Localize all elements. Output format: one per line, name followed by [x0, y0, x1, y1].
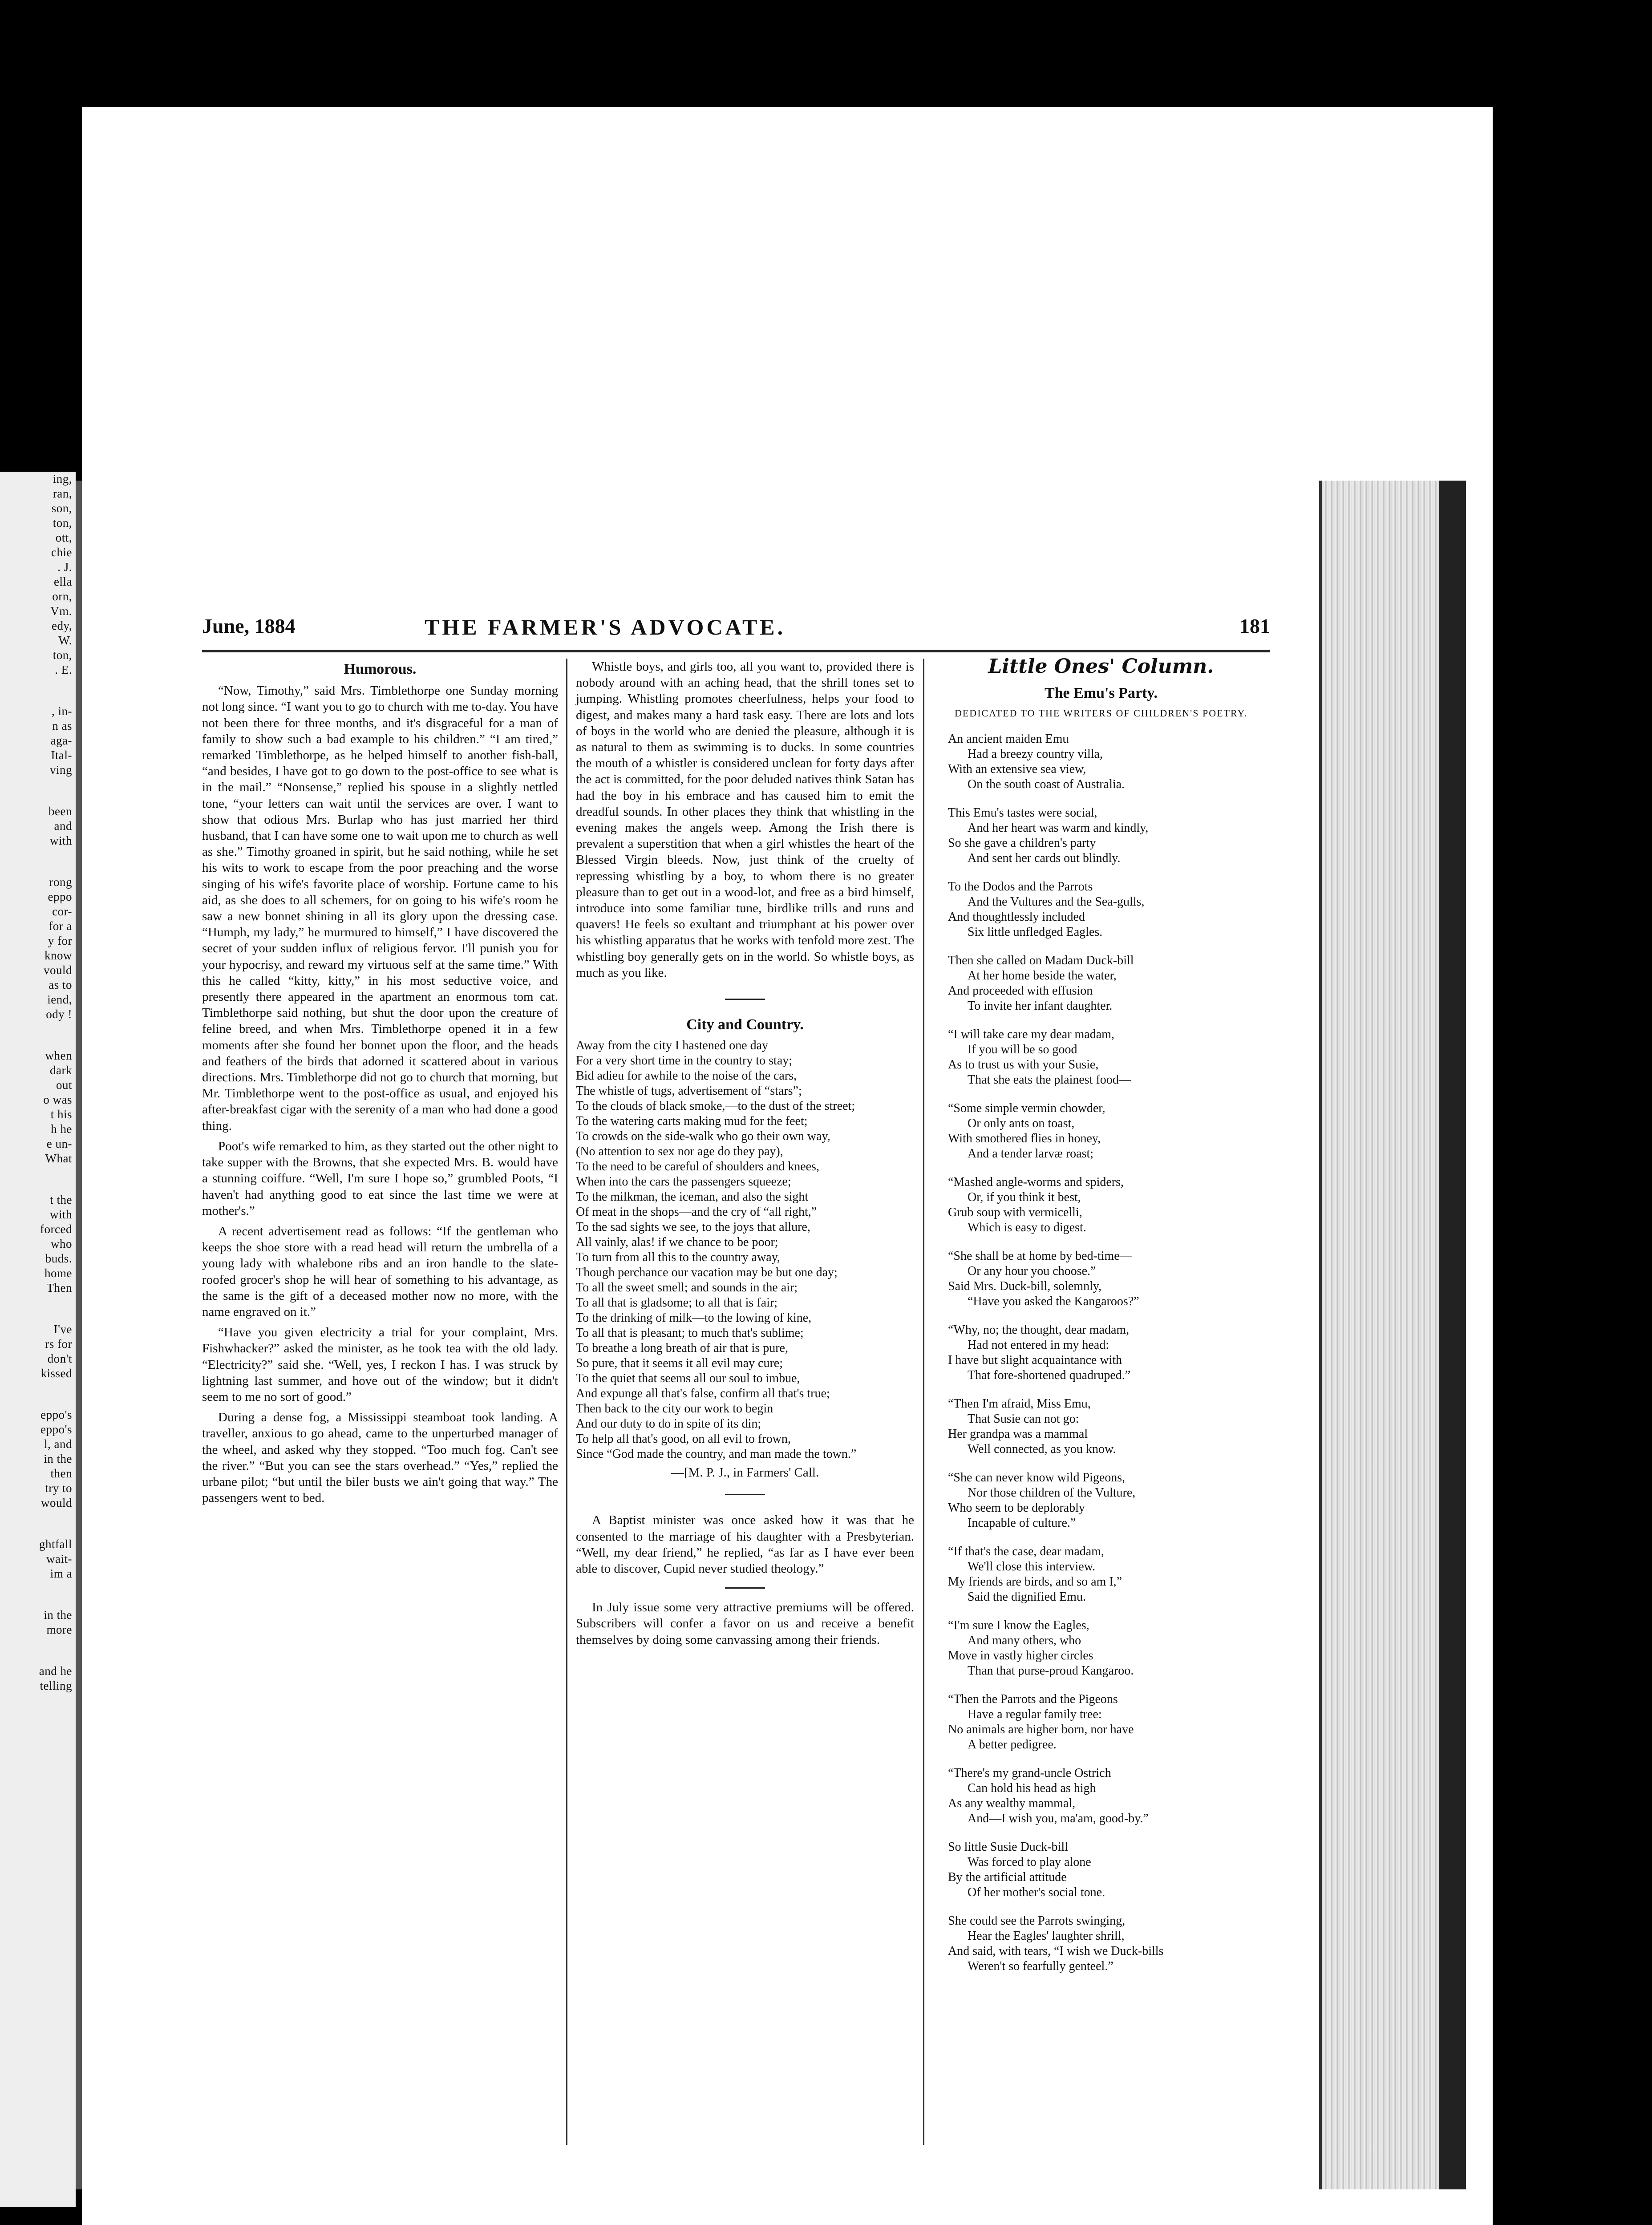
left-page-text-fragment: Vm. — [50, 604, 72, 618]
fragment-gap — [0, 1510, 76, 1537]
left-page-text-fragment: ing, — [53, 472, 72, 485]
poem-city-and-country — [576, 1038, 914, 1462]
poem-line: To all that is pleasant; to much that's sublime; — [576, 1326, 804, 1340]
poem-line: To the milkman, the iceman, and also the sight — [576, 1190, 809, 1204]
poem-stanza — [948, 1914, 1270, 1974]
poem-line: Move in vastly higher circles — [948, 1649, 1093, 1663]
left-page-text-fragment: more — [46, 1623, 72, 1636]
book-binding — [1439, 481, 1466, 2189]
left-page-text-fragment: son, — [51, 502, 72, 515]
poem-line: To crowds on the side-walk who go their own way, — [576, 1129, 830, 1144]
left-page-text-fragment: o was — [43, 1093, 72, 1106]
poem-line: And—I wish you, ma'am, good-by.” — [968, 1812, 1149, 1826]
left-page-text-fragment: orn, — [52, 590, 72, 603]
book-gutter — [76, 481, 82, 2189]
poem-line: To help all that's good, on all evil to frown, — [576, 1432, 791, 1446]
poem-line: Bid adieu for awhile to the noise of the cars, — [576, 1069, 797, 1083]
poem-stanza — [948, 1027, 1270, 1088]
fragment-gap — [0, 848, 76, 875]
poem-line: And thoughtlessly included — [948, 910, 1085, 924]
column-divider — [923, 659, 924, 2145]
column-title: Little Ones' Column. — [988, 655, 1214, 678]
column-humorous — [202, 659, 558, 1506]
left-page-text-fragment: out — [56, 1078, 72, 1092]
issue-date: June, 1884 — [202, 615, 296, 637]
article-paragraph: “Now, Timothy,” said Mrs. Timblethorpe one Sunday morning not long since. “I want you to go to church with me to-day. You have not been there for three months, and it's disgraceful for a man of family to show such a bad example to his children.” “I am tired,” remarked Timblethorpe, as he helped himself to another fish-ball, “and besides, I have got to go down to the post-office to see what is in the mail.” “Nonsense,” replied his spouse in a slightly nettled tone, “your letters can wait until the services are over. I want to show that odious Mrs. Burlap who has just married her third husband, that I can have some one to wait upon me to church as well as she.” Timothy groaned in spirit, but he said nothing, while he set his wits to work to escape from the poor preaching and the worse singing of his wife's favorite place of worship. Fortune came to his aid, as she does to all schemers, for on going to his wife's room he saw a new bonnet shining in all its glory upon the dressing case. “Humph, my lady,” he murmured to himself,” I have discovered the secret of your sudden influx of religious fervor. I'll punish you for your hypocrisy, and reward my virtuous self at the same time.” With this he called “kitty, kitty,” in his most seductive voice, and presently there appeared in the apartment an enormous tom cat. Timblethorpe said nothing, but shut the door upon the creature of feline breed, and when Mrs. Timblethorpe opened it in a few moments after she found her bonnet upon the floor, and the heads and feathers of the birds that adorned it scattered about in various directions. Mrs. Timblethorpe did not go to church that morning, but Mr. Timblethorpe went to the post-office as usual, and enjoyed his after-breakfast cigar with the serenity of a man who had done a good thing. — [202, 684, 558, 1133]
poem-stanza — [948, 1396, 1270, 1457]
left-page-text-fragment: who — [51, 1237, 72, 1250]
poem-line: Nor those children of the Vulture, — [968, 1486, 1136, 1500]
left-page-text-fragment: iend, — [47, 993, 72, 1006]
section-rule — [725, 1587, 765, 1589]
left-page-text-fragment: for a — [49, 919, 72, 933]
left-page-text-fragment: vould — [43, 963, 72, 977]
left-page-text-fragment: eppo's — [40, 1408, 72, 1421]
left-page-text-fragment: wait- — [46, 1552, 72, 1566]
page-number: 181 — [1239, 615, 1270, 637]
poem-line: So pure, that it seems it all evil may cure; — [576, 1356, 783, 1371]
left-page-text-fragment: kissed — [40, 1367, 72, 1380]
poem-line: No animals are higher born, nor have — [948, 1723, 1134, 1737]
newspaper-page — [82, 481, 1319, 2189]
poem-line: Can hold his head as high — [968, 1781, 1096, 1796]
article-paragraph: During a dense fog, a Mississippi steamboat took landing. A traveller, anxious to go ahead, came to the unperturbed manager of the wheel, and asked why they stopped. “Too much fog. Can't see the river.” “But you can see the stars overhead.” “Yes,” replied the urbane pilot; “but until the biler busts we ain't going that way.” The passengers went to bed. — [202, 1410, 558, 1505]
column-whistle-city-country — [576, 659, 914, 1648]
left-page-text-fragment: ton, — [53, 648, 72, 662]
poem-stanza — [948, 1618, 1270, 1679]
poem-line: “I'm sure I know the Eagles, — [948, 1618, 1089, 1633]
left-page-text-fragment: Then — [46, 1281, 72, 1295]
poem-stanza — [948, 953, 1270, 1014]
article-paragraph: In July issue some very attractive premiums will be offered. Subscribers will confer a favor on us and receive a benefit themselves by doing some canvassing among their friends. — [576, 1600, 914, 1647]
left-page-text-fragment: im a — [50, 1567, 72, 1580]
left-page-text-fragment: h he — [51, 1122, 72, 1136]
left-page-text-fragment: telling — [40, 1679, 72, 1692]
poem-line: The whistle of tugs, advertisement of “stars”; — [576, 1084, 802, 1098]
poem-title: The Emu's Party. — [1044, 685, 1158, 702]
left-page-text-fragment: rs for — [45, 1337, 72, 1351]
left-page-text-fragment: ton, — [53, 516, 72, 530]
left-page-text-fragment: t the — [50, 1193, 72, 1206]
poem-line: Six little unfledged Eagles. — [968, 925, 1103, 939]
left-page-text-fragment: home — [45, 1266, 72, 1280]
poem-line: That she eats the plainest food— — [968, 1073, 1131, 1087]
left-page-text-fragment: n as — [52, 719, 72, 732]
poem-line: To the Dodos and the Parrots — [948, 880, 1093, 894]
masthead-title: THE FARMER'S ADVOCATE. — [425, 615, 786, 639]
poem-line: “If that's the case, dear madam, — [948, 1545, 1104, 1559]
poem-line: That fore-shortened quadruped.” — [968, 1368, 1131, 1383]
poem-line: And expunge all that's false, confirm all that's true; — [576, 1387, 830, 1401]
poem-line: With an extensive sea view, — [948, 762, 1086, 777]
poem-line: Then back to the city our work to begin — [576, 1402, 773, 1416]
poem-line: Which is easy to digest. — [968, 1221, 1086, 1235]
left-page-text-fragment: dark — [50, 1064, 72, 1077]
left-page-text-fragment: when — [45, 1049, 72, 1062]
poem-line: Or only ants on toast, — [968, 1117, 1075, 1131]
poem-line: That Susie can not go: — [968, 1412, 1079, 1426]
fragment-gap — [0, 677, 76, 704]
left-page-text-fragment: , in- — [52, 704, 72, 718]
poem-line: Though perchance our vacation may be but one day; — [576, 1266, 838, 1280]
poem-line: To the sad sights we see, to the joys that allure, — [576, 1220, 810, 1234]
poem-line: To invite her infant daughter. — [968, 999, 1113, 1013]
poem-line: And a tender larvæ roast; — [968, 1147, 1094, 1161]
poem-line: Away from the city I hastened one day — [576, 1039, 769, 1053]
poem-line: And proceeded with effusion — [948, 984, 1093, 998]
poem-line: “Then I'm afraid, Miss Emu, — [948, 1397, 1091, 1411]
poem-line: All vainly, alas! if we chance to be poor; — [576, 1235, 778, 1250]
poem-line: Her grandpa was a mammal — [948, 1427, 1088, 1441]
fragment-gap — [0, 1637, 76, 1664]
left-facing-page — [0, 472, 76, 2207]
poem-line: When into the cars the passengers squeeze; — [576, 1175, 791, 1189]
poem-line: Or any hour you choose.” — [968, 1264, 1096, 1278]
page-stack-edge — [1319, 481, 1442, 2189]
left-page-text-fragment: . J. — [57, 560, 72, 574]
left-page-text-fragment: eppo's — [40, 1423, 72, 1436]
left-page-text-fragment: buds. — [45, 1252, 72, 1265]
poem-line: To the watering carts making mud for the feet; — [576, 1114, 808, 1129]
left-page-text-fragment: in the — [44, 1452, 72, 1465]
section-rule — [725, 999, 765, 1000]
poem-line: “Some simple vermin chowder, — [948, 1101, 1105, 1116]
left-page-text-fragment: rong — [49, 875, 72, 889]
poem-line: Had a breezy country villa, — [968, 747, 1103, 761]
article-paragraph: “Have you given electricity a trial for your complaint, Mrs. Fishwhacker?” asked the minister, as he took tea with the old lady. “Electricity?” said she. “Well, yes, I reckon I has. I was struck by lightning last summer, and hove out of the window; but it didn't seem to me no sort of good.” — [202, 1325, 558, 1404]
poem-line: With smothered flies in honey, — [948, 1132, 1101, 1146]
poem-line: Who seem to be deplorably — [948, 1501, 1085, 1515]
left-page-text-fragment: ella — [54, 575, 72, 588]
poem-line: Said Mrs. Duck-bill, solemnly, — [948, 1279, 1102, 1294]
left-page-text-fragment: ghtfall — [39, 1537, 72, 1551]
poem-line: And said, with tears, “I wish we Duck-bills — [948, 1944, 1164, 1958]
poem-line: As to trust us with your Susie, — [948, 1058, 1099, 1072]
left-page-text-fragment: Ital- — [51, 748, 72, 762]
left-page-text-fragment: . E. — [55, 663, 72, 676]
left-page-text-fragment: forced — [40, 1222, 72, 1236]
fragment-gap — [0, 1581, 76, 1608]
poem-line: My friends are birds, and so am I,” — [948, 1575, 1122, 1589]
left-page-text-fragment: edy, — [52, 619, 72, 632]
poem-line: To the need to be careful of shoulders and knees, — [576, 1160, 819, 1174]
left-page-text-fragment: What — [45, 1152, 72, 1165]
poem-line: This Emu's tastes were social, — [948, 806, 1097, 820]
poem-line: Said the dignified Emu. — [968, 1590, 1086, 1604]
poem-stanza — [948, 805, 1270, 866]
fragment-gap — [0, 1166, 76, 1193]
poem-line: To the quiet that seems all our soul to imbue, — [576, 1371, 800, 1386]
poem-line: “She can never know wild Pigeons, — [948, 1471, 1126, 1485]
poem-line: Then she called on Madam Duck-bill — [948, 954, 1134, 968]
left-page-text-fragment: would — [41, 1496, 72, 1509]
poem-line: To all the sweet smell; and sounds in the air; — [576, 1281, 798, 1295]
poem-line: If you will be so good — [968, 1043, 1077, 1057]
poem-line: I have but slight acquaintance with — [948, 1353, 1122, 1367]
fragment-gap — [0, 1295, 76, 1322]
paper-margin-top — [82, 107, 1493, 481]
poem-stanza — [948, 1840, 1270, 1900]
poem-line: “There's my grand-uncle Ostrich — [948, 1766, 1111, 1780]
poem-line: And the Vultures and the Sea-gulls, — [968, 895, 1145, 909]
poem-line: Have a regular family tree: — [968, 1707, 1102, 1722]
section-heading: Humorous. — [344, 661, 417, 677]
poem-line: (No attention to sex nor age do they pay), — [576, 1145, 783, 1159]
left-page-text-fragment: cor- — [52, 905, 72, 918]
left-page-text-fragment: with — [49, 1208, 72, 1221]
left-page-text-fragment: aga- — [50, 734, 72, 747]
left-page-text-fragment: W. — [58, 634, 72, 647]
poem-line: We'll close this interview. — [968, 1560, 1096, 1574]
poem-line: To the drinking of milk—to the lowing of kine, — [576, 1311, 812, 1325]
poem-line: Grub soup with vermicelli, — [948, 1206, 1082, 1220]
poem-stanza — [948, 1175, 1270, 1235]
poem-line: “Have you asked the Kangaroos?” — [968, 1295, 1139, 1309]
column-little-ones — [932, 655, 1270, 1987]
fragment-gap — [0, 1381, 76, 1408]
section-heading: City and Country. — [686, 1016, 804, 1033]
poem-line: So she gave a children's party — [948, 836, 1096, 850]
poem-stanza — [948, 1766, 1270, 1826]
poem-dedication: DEDICATED TO THE WRITERS OF CHILDREN'S POETRY. — [954, 708, 1248, 719]
poem-line: She could see the Parrots swinging, — [948, 1914, 1126, 1928]
poem-stanza — [948, 1101, 1270, 1161]
poem-line: Than that purse-proud Kangaroo. — [968, 1664, 1134, 1678]
poem-line: Since “God made the country, and man made the town.” — [576, 1447, 857, 1461]
poem-line: Of her mother's social tone. — [968, 1885, 1105, 1900]
section-rule — [725, 1494, 765, 1495]
left-page-text-fragment: t his — [50, 1108, 72, 1121]
left-page-text-fragment: then — [50, 1467, 72, 1480]
poem-line: On the south coast of Australia. — [968, 777, 1125, 792]
poem-line: To the clouds of black smoke,—to the dust of the street; — [576, 1099, 855, 1113]
poem-line: Incapable of culture.” — [968, 1516, 1076, 1530]
poem-line: As any wealthy mammal, — [948, 1796, 1076, 1811]
poem-line: “I will take care my dear madam, — [948, 1028, 1114, 1042]
poem-line: And our duty to do in spite of its din; — [576, 1417, 761, 1431]
poem-line: “Then the Parrots and the Pigeons — [948, 1692, 1118, 1707]
poem-stanza — [948, 732, 1270, 792]
poem-emus-party — [932, 732, 1270, 1974]
header-rule — [202, 650, 1270, 652]
left-page-text-fragment: l, and — [44, 1437, 72, 1451]
left-page-text-fragment: ran, — [53, 487, 72, 500]
page-header — [202, 614, 1270, 650]
paper-margin-bottom — [82, 2189, 1493, 2225]
left-page-text-fragment: I've — [53, 1323, 72, 1336]
left-page-text-fragment: chie — [51, 546, 72, 559]
poem-line: To turn from all this to the country away, — [576, 1250, 780, 1265]
left-page-text-fragment: know — [45, 949, 72, 962]
left-page-text-fragment: don't — [47, 1352, 72, 1365]
column-divider — [566, 659, 567, 2145]
left-page-text-fragment: as to — [49, 978, 72, 991]
poem-stanza — [948, 1692, 1270, 1752]
left-page-text-fragment: and he — [39, 1664, 72, 1678]
poem-line: Was forced to play alone — [968, 1855, 1091, 1869]
left-page-text-fragment: been — [49, 805, 72, 818]
poem-line: “She shall be at home by bed-time— — [948, 1249, 1132, 1263]
poem-line: And many others, who — [968, 1634, 1081, 1648]
fragment-gap — [0, 1022, 76, 1048]
poem-line: To all that is gladsome; to all that is fair; — [576, 1296, 777, 1310]
left-page-text-fragment: ott, — [55, 531, 72, 544]
poem-line: For a very short time in the country to stay; — [576, 1054, 793, 1068]
poem-line: Well connected, as you know. — [968, 1442, 1116, 1456]
left-page-text-fragment: in the — [44, 1608, 72, 1622]
poem-line: And her heart was warm and kindly, — [968, 821, 1149, 835]
poem-line: Had not entered in my head: — [968, 1338, 1109, 1352]
left-page-text-fragment: ody ! — [46, 1007, 72, 1021]
article-paragraph: Whistle boys, and girls too, all you want to, provided there is nobody around with an aching head, that the shrill tones set to jumping. Whistling promotes cheerfulness, helps your food to digest, and makes many a hard task easy. There are lots and lots of boys in the world who are denied the pleasure, although it is as natural to them as swimming is to ducks. In some countries the mouth of a whistler is considered unclean for forty days after the act is committed, for the poor deluded natives think Satan has had the boy in his embrace and has caused him to emit the dreadful sounds. In other places they think that whistling in the evening makes the angels weep. Among the Irish there is prevalent a superstition that when a girl whistles the heart of the Blessed Virgin bleeds. Now, just think of the cruelty of repressing whistling by a boy, to whom there is no greater pleasure than to get out in a wood-lot, and free as a bird himself, introduce into some familiar tune, birdlike trills and runs and quavers! He feels so exultant and triumphant at his power over his whistling apparatus that he works with tenfold more zest. The whistling boy generally gets on in the world. So whistle boys, as much as you like. — [576, 659, 914, 980]
poem-line: To breathe a long breath of air that is pure, — [576, 1341, 788, 1355]
poem-stanza — [948, 1249, 1270, 1309]
left-page-text-fragment: ving — [49, 763, 72, 777]
poem-line: Hear the Eagles' laughter shrill, — [968, 1929, 1125, 1943]
left-page-text-fragment: with — [49, 834, 72, 847]
poem-line: By the artificial attitude — [948, 1870, 1067, 1885]
poem-line: And sent her cards out blindly. — [968, 851, 1121, 866]
left-page-text-fragment: eppo — [48, 890, 72, 903]
poem-line: At her home beside the water, — [968, 969, 1117, 983]
article-paragraph: A recent advertisement read as follows: “If the gentleman who keeps the shoe store with a read head will return the umbrella of a young lady with whalebone ribs and an iron handle to the slate-roofed grocer's shop he will hear of something to his advantage, as the same is the gift of a deceased mother now no more, with the name engraved on it.” — [202, 1224, 558, 1319]
poem-line: “Mashed angle-worms and spiders, — [948, 1175, 1124, 1189]
poem-line: So little Susie Duck-bill — [948, 1840, 1068, 1854]
poem-stanza — [948, 1323, 1270, 1383]
poem-line: An ancient maiden Emu — [948, 732, 1069, 746]
poem-line: A better pedigree. — [968, 1738, 1057, 1752]
poem-stanza — [948, 1470, 1270, 1531]
poem-attribution: —[M. P. J., in Farmers' Call. — [671, 1465, 819, 1480]
poem-stanza — [948, 879, 1270, 940]
article-paragraph: A Baptist minister was once asked how it was that he consented to the marriage of his daughter with a Presbyterian. “Well, my dear friend,” he replied, “as far as I have ever been able to discover, Cupid never studied theology.” — [576, 1513, 914, 1576]
article-paragraph: Poot's wife remarked to him, as they started out the other night to take supper with the Browns, that she expected Mrs. B. would have a stunning coiffure. “Well, I'm sure I hope so,” grumbled Poots, “I haven't had anything good to eat since the last time we were at mother's.” — [202, 1139, 558, 1218]
left-page-text-fragment: y for — [48, 934, 72, 947]
poem-line: “Why, no; the thought, dear madam, — [948, 1323, 1130, 1337]
left-page-text-fragment: try to — [45, 1481, 72, 1495]
poem-line: Or, if you think it best, — [968, 1190, 1081, 1205]
poem-stanza — [948, 1544, 1270, 1605]
left-page-text-fragment: e un- — [46, 1137, 72, 1150]
left-page-text-fragment: and — [54, 819, 72, 833]
poem-line: Weren't so fearfully genteel.” — [968, 1959, 1113, 1974]
fragment-gap — [0, 777, 76, 804]
poem-line: Of meat in the shops—and the cry of “all right,” — [576, 1205, 817, 1219]
paper-margin-right — [1466, 107, 1493, 2225]
